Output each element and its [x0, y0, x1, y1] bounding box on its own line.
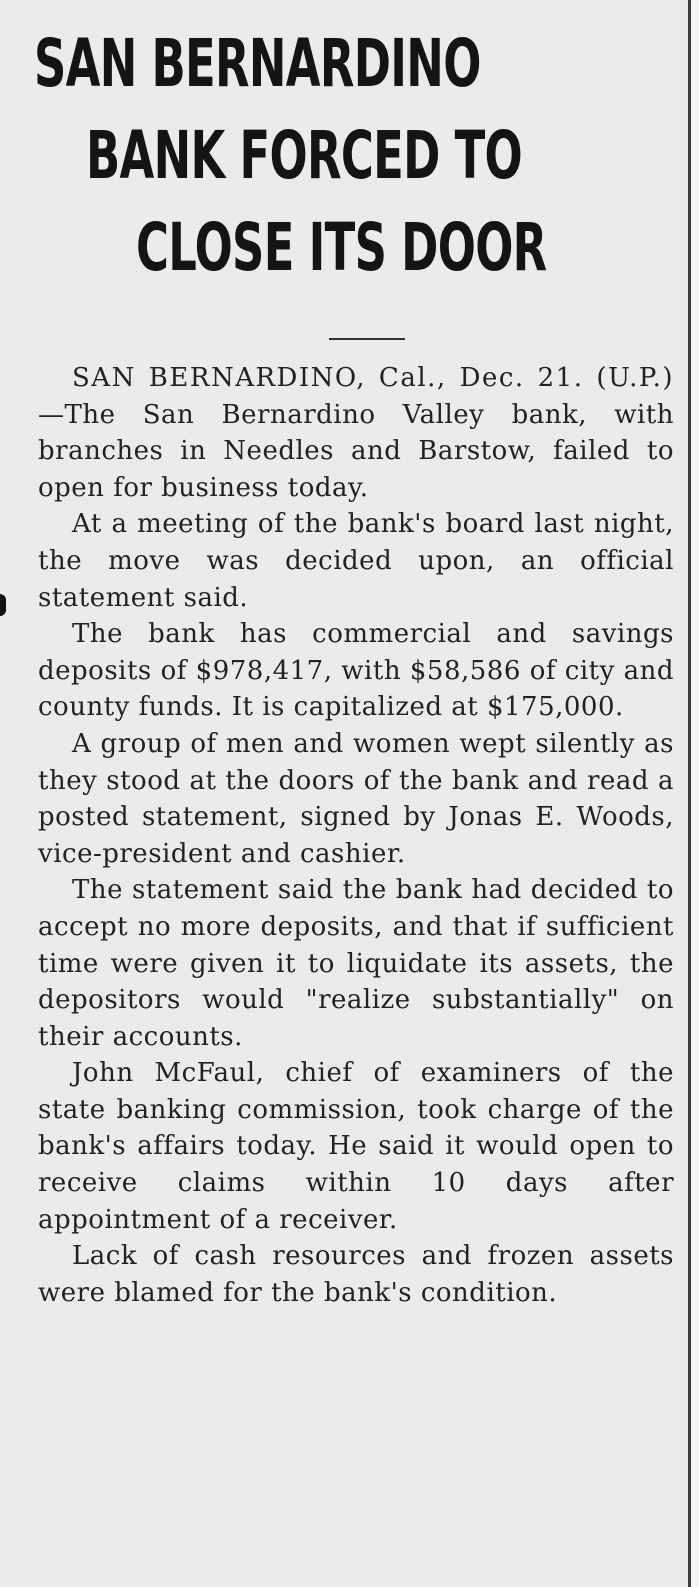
- article-body: [38, 360, 674, 1311]
- headline-line-3: CLOSE ITS DOOR: [136, 209, 547, 286]
- paragraph-1: [38, 360, 674, 506]
- edge-ink-mark: [0, 594, 6, 616]
- paragraph-7: Lack of cash resources and frozen assets were blamed for the bank's condition.: [38, 1241, 674, 1308]
- paragraph-6: John McFaul, chief of examiners of the state banking commission, took charge of the bank's affairs today. He said it would open to receive claims within 10 days after appointment of a receiver.: [38, 1058, 674, 1235]
- paragraph-4: A group of men and women wept silently as they stood at the doors of the bank and read a posted statement, signed by Jonas E. Woods, vice-president and cashier.: [38, 728, 674, 869]
- headline-line-1: SAN BERNARDINO: [34, 25, 481, 102]
- headline-divider: [329, 338, 405, 340]
- headline-line-2: BANK FORCED TO: [86, 117, 522, 194]
- page-margin: [691, 0, 699, 1587]
- headline: [0, 18, 689, 294]
- paragraph-5: The statement said the bank had decided to accept no more deposits, and that if sufficient time were given it to liquidate its assets, the depositors would "realize substantially" on their accounts.: [38, 875, 674, 1052]
- dateline: SAN BERNARDINO, Cal., Dec. 21. (U.P.): [72, 363, 674, 393]
- paragraph-1-text: —The San Bernardino Valley bank, with branches in Needles and Barstow, failed to open for business today.: [38, 399, 674, 503]
- paragraph-3: The bank has commercial and savings deposits of $978,417, with $58,586 of city and county funds. It is capitalized at $175,000.: [38, 619, 674, 723]
- paragraph-2: At a meeting of the bank's board last night, the move was decided upon, an official statement said.: [38, 509, 674, 613]
